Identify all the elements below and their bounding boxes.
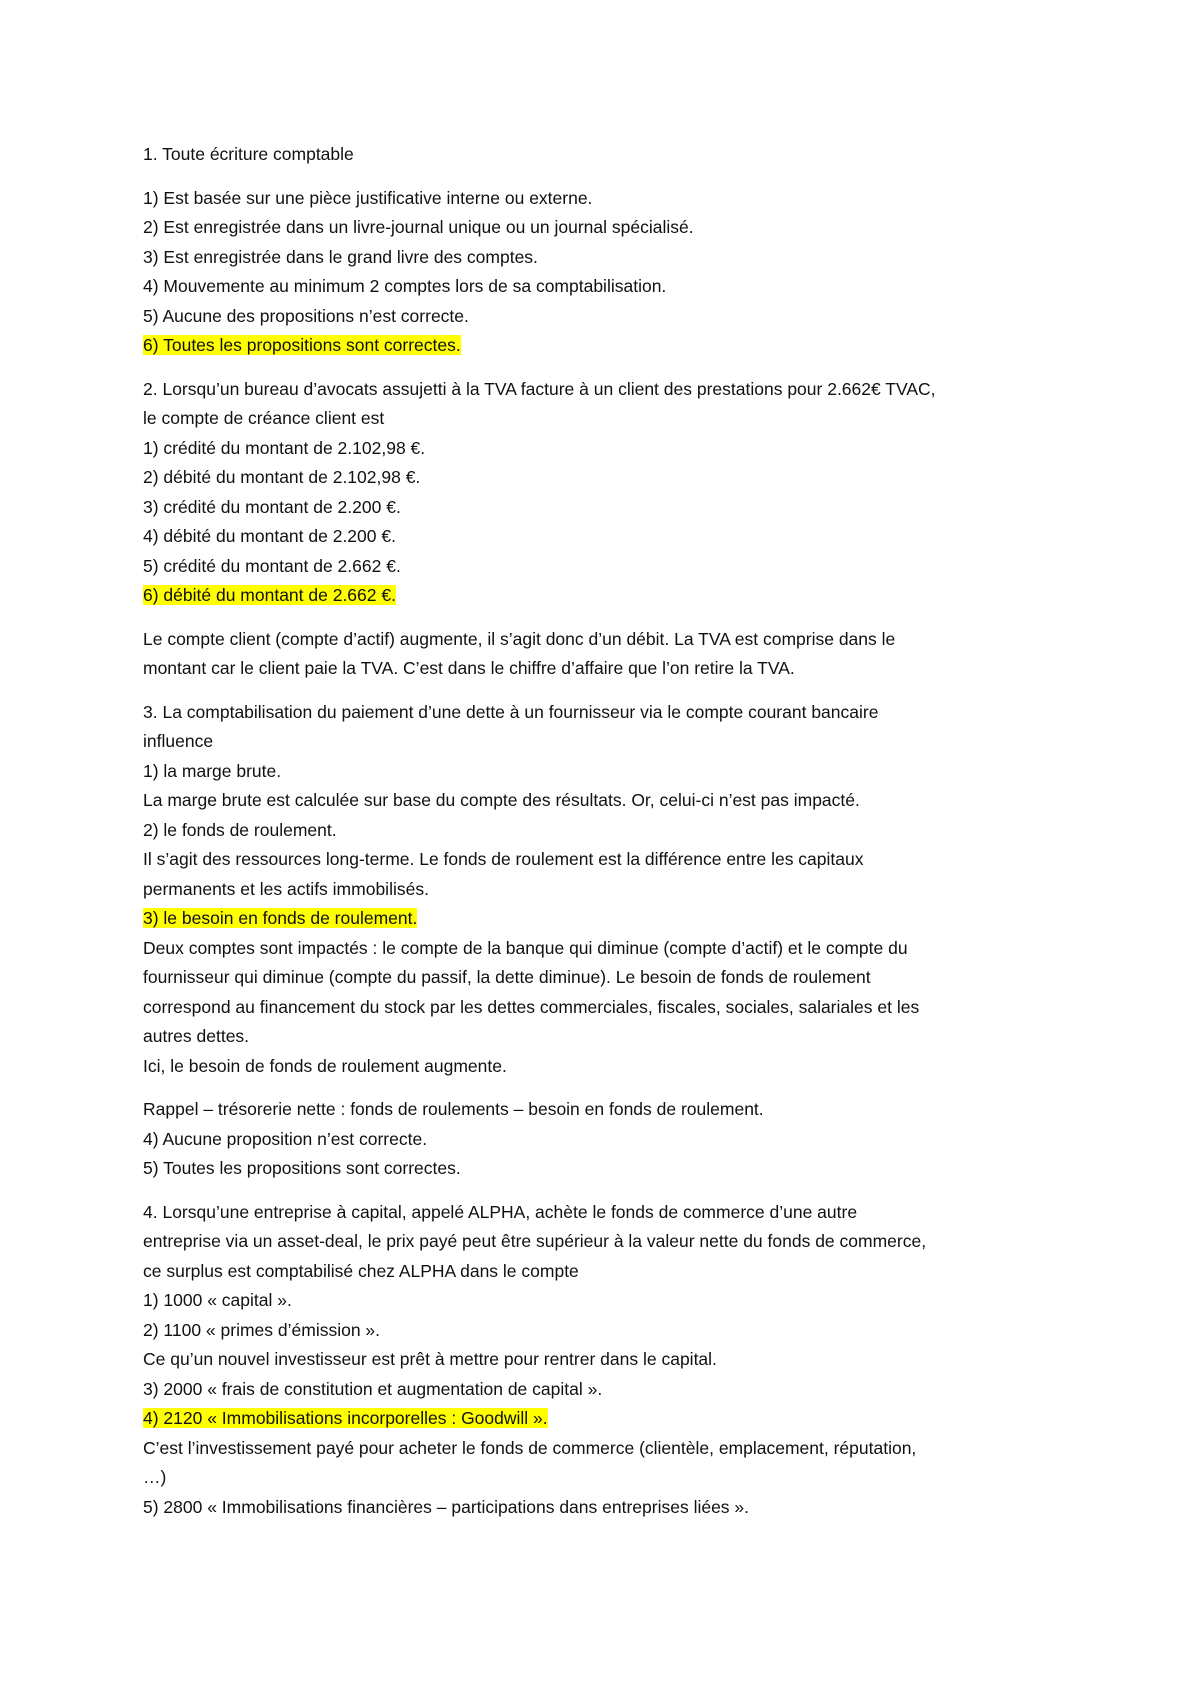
highlighted-answer-line (143, 331, 1083, 361)
text-line (143, 727, 1083, 757)
text-line (143, 1198, 1083, 1228)
line-text: 3) 2000 « frais de constitution et augmentation de capital ». (143, 1378, 603, 1399)
text-line (143, 552, 1083, 582)
text-line (143, 272, 1083, 302)
text-line (143, 243, 1083, 273)
line-text: 6) Toutes les propositions sont correctes. (143, 335, 461, 355)
line-text: 1) Est basée sur une pièce justificative interne ou externe. (143, 187, 593, 208)
highlighted-answer-line (143, 1404, 1083, 1434)
line-text: Ici, le besoin de fonds de roulement augmente. (143, 1055, 507, 1076)
text-line (143, 875, 1083, 905)
line-text: 5) crédité du montant de 2.662 €. (143, 555, 401, 576)
line-text: le compte de créance client est (143, 408, 385, 428)
text-line (143, 522, 1083, 552)
line-text: 2) 1100 « primes d’émission ». (143, 1319, 381, 1340)
line-text: 3) Est enregistrée dans le grand livre des comptes. (143, 246, 538, 267)
highlighted-answer-line (143, 581, 1083, 611)
line-text: 4. Lorsqu’une entreprise à capital, appelé ALPHA, achète le fonds de commerce d’une autre (143, 1201, 858, 1222)
question-block (143, 698, 1083, 1184)
line-text: C’est l’investissement payé pour acheter le fonds de commerce (clientèle, emplacement, réputation, (143, 1437, 917, 1458)
line-text: 4) Aucune proposition n’est correcte. (143, 1128, 428, 1149)
text-line (143, 816, 1083, 846)
line-text: Ce qu’un nouvel investisseur est prêt à mettre pour rentrer dans le capital. (143, 1349, 717, 1369)
line-text: 4) Mouvemente au minimum 2 comptes lors de sa comptabilisation. (143, 276, 667, 296)
text-line (143, 1434, 1083, 1464)
line-text: La marge brute est calculée sur base du compte des résultats. Or, celui-ci n’est pas impacté. (143, 790, 860, 810)
line-text: 4) débité du montant de 2.200 €. (143, 526, 396, 546)
line-text: 3. La comptabilisation du paiement d’une dette à un fournisseur via le compte courant bancaire (143, 701, 879, 722)
text-line (143, 404, 1083, 434)
text-line (143, 213, 1083, 243)
line-text: 4) 2120 « Immobilisations incorporelles : Goodwill ». (143, 1408, 548, 1428)
text-line (143, 934, 1083, 964)
text-line (143, 1022, 1083, 1052)
text-line (143, 845, 1083, 875)
line-text: entreprise via un asset-deal, le prix payé peut être supérieur à la valeur nette du fonds de commerce, (143, 1231, 927, 1251)
text-line (143, 654, 1083, 684)
question-block (143, 1198, 1083, 1523)
line-text: permanents et les actifs immobilisés. (143, 878, 429, 899)
text-line (143, 786, 1083, 816)
text-line (143, 1227, 1083, 1257)
line-text: 2) Est enregistrée dans un livre-journal unique ou un journal spécialisé. (143, 217, 694, 237)
line-text: 5) 2800 « Immobilisations financières – participations dans entreprises liées ». (143, 1496, 750, 1517)
line-text: 2. Lorsqu’un bureau d’avocats assujetti à la TVA facture à un client des prestations pour 2.662€ TVAC, (143, 378, 936, 399)
line-text: 2) le fonds de roulement. (143, 819, 337, 840)
text-line (143, 1286, 1083, 1316)
question-block (143, 140, 1083, 361)
text-line (143, 1095, 1083, 1125)
document-page (143, 140, 1083, 1522)
question-block (143, 375, 1083, 684)
line-text: 5) Toutes les propositions sont correctes. (143, 1158, 461, 1178)
line-text: 3) le besoin en fonds de roulement. (143, 908, 418, 928)
line-text: correspond au financement du stock par les dettes commerciales, fiscales, sociales, salariales et les (143, 996, 920, 1017)
text-line (143, 1125, 1083, 1155)
text-line (143, 757, 1083, 787)
line-text: fournisseur qui diminue (compte du passif, la dette diminue). Le besoin de fonds de roulement (143, 967, 871, 987)
line-text: 1) crédité du montant de 2.102,98 €. (143, 437, 426, 458)
text-line (143, 1345, 1083, 1375)
line-text: Il s’agit des ressources long-terme. Le fonds de roulement est la différence entre les capitaux (143, 849, 864, 869)
line-text: influence (143, 731, 214, 751)
line-text: 6) débité du montant de 2.662 €. (143, 585, 396, 605)
text-line (143, 1463, 1083, 1493)
line-text: 1) 1000 « capital ». (143, 1290, 292, 1310)
text-line (143, 302, 1083, 332)
text-line (143, 434, 1083, 464)
text-line (143, 463, 1083, 493)
line-text: Deux comptes sont impactés : le compte de la banque qui diminue (compte d’actif) et le compte du (143, 937, 908, 958)
text-line (143, 1052, 1083, 1082)
text-line (143, 1493, 1083, 1523)
text-line (143, 625, 1083, 655)
text-line (143, 1154, 1083, 1184)
text-line (143, 1375, 1083, 1405)
line-text: …) (143, 1467, 167, 1487)
line-text: 1. Toute écriture comptable (143, 144, 354, 164)
line-text: montant car le client paie la TVA. C’est dans le chiffre d’affaire que l’on retire la TVA. (143, 658, 795, 678)
line-text: ce surplus est comptabilisé chez ALPHA dans le compte (143, 1260, 579, 1281)
text-line (143, 698, 1083, 728)
text-line (143, 375, 1083, 405)
text-line (143, 184, 1083, 214)
line-text: 2) débité du montant de 2.102,98 €. (143, 467, 421, 487)
text-line (143, 493, 1083, 523)
line-text: autres dettes. (143, 1026, 250, 1046)
line-text: Le compte client (compte d’actif) augmente, il s’agit donc d’un débit. La TVA est comprise dans le (143, 628, 896, 649)
text-line (143, 1257, 1083, 1287)
line-text: Rappel – trésorerie nette : fonds de roulements – besoin en fonds de roulement. (143, 1099, 764, 1119)
line-text: 3) crédité du montant de 2.200 €. (143, 496, 401, 517)
text-line (143, 1316, 1083, 1346)
text-line (143, 963, 1083, 993)
text-line (143, 993, 1083, 1023)
text-line (143, 140, 1083, 170)
line-text: 5) Aucune des propositions n’est correcte. (143, 305, 469, 326)
highlighted-answer-line (143, 904, 1083, 934)
line-text: 1) la marge brute. (143, 760, 282, 781)
